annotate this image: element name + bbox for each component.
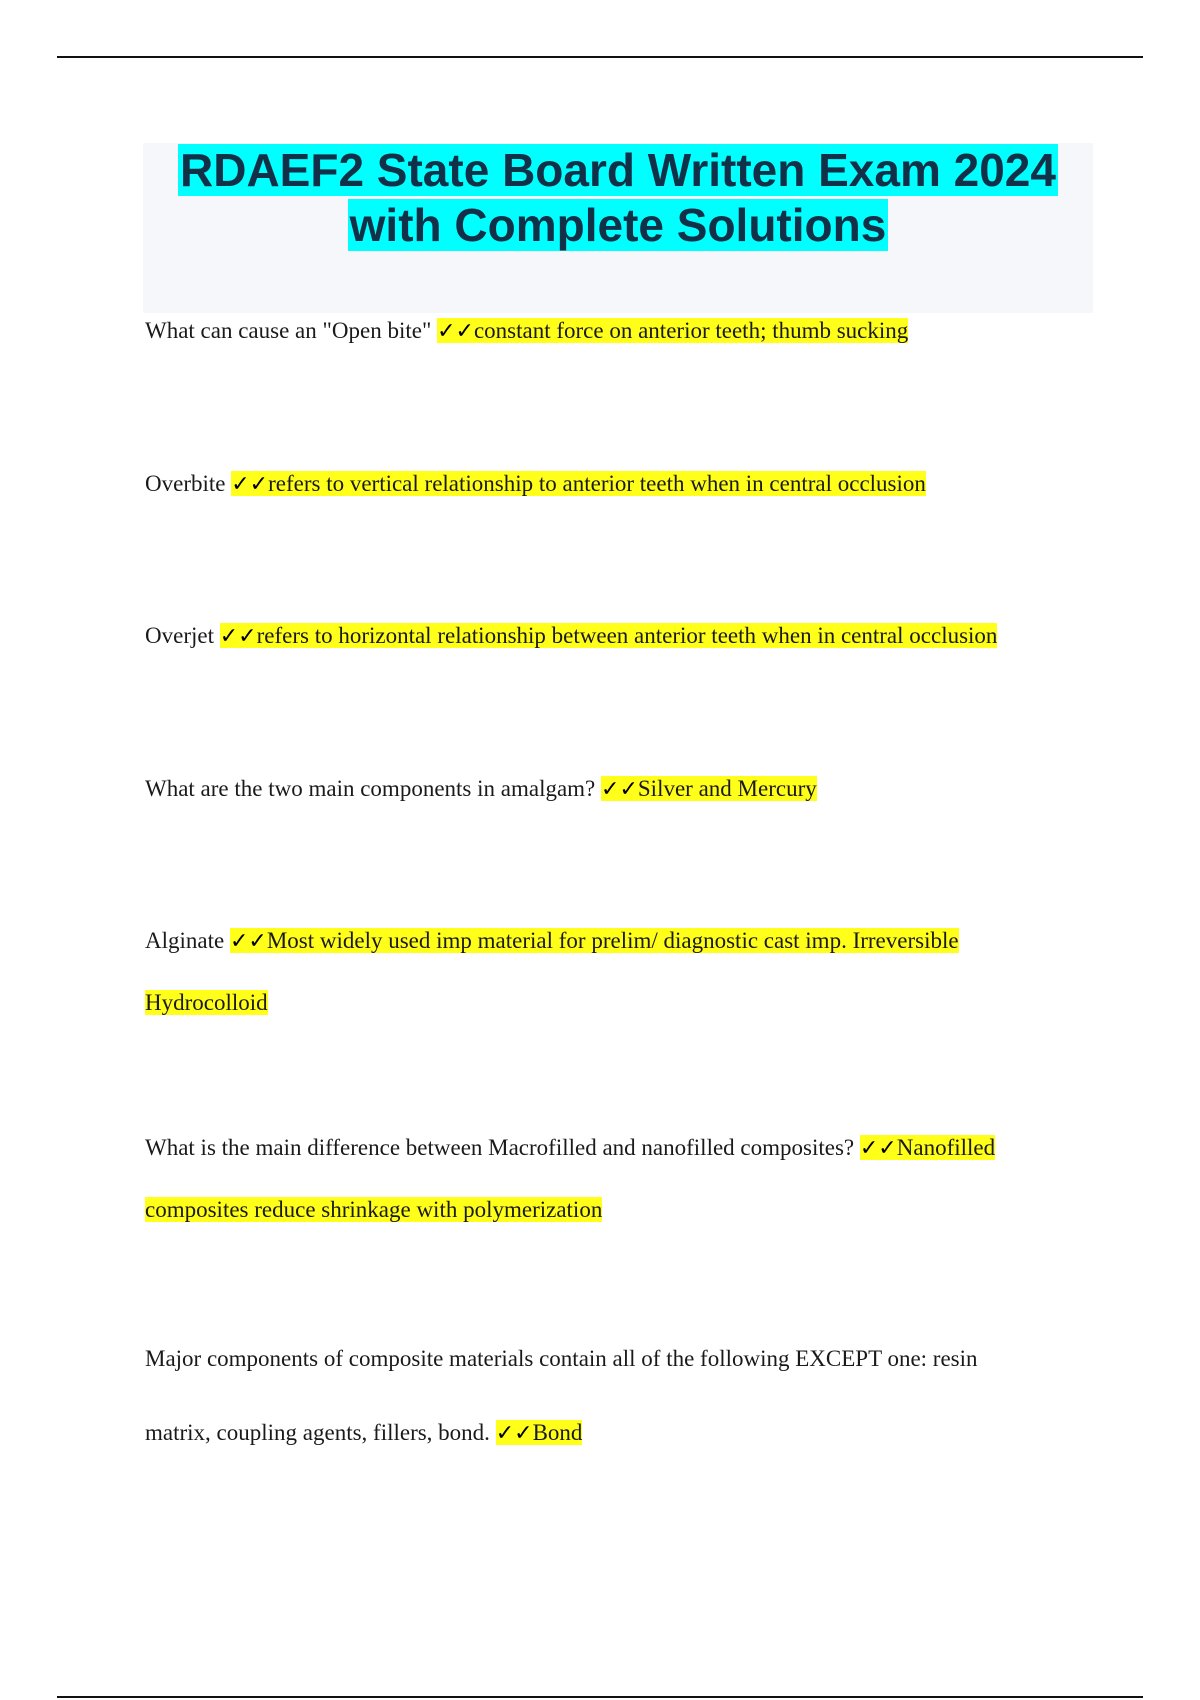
double-check-icon: ✓✓: [437, 319, 474, 344]
question-text: What can cause an "Open bite": [145, 318, 438, 343]
double-check-icon: ✓✓: [229, 929, 267, 954]
answer-text: constant force on anterior teeth; thumb sucking: [473, 318, 909, 343]
answer-highlight: [496, 1420, 583, 1445]
footer-rule: [57, 1696, 1143, 1698]
answer-text: Most widely used imp material for prelim/ diagnostic cast imp. Irreversible Hydrocolloid: [145, 928, 959, 1015]
qa-item-composites-difference: [145, 1117, 1065, 1240]
question-text: Major components of composite materials contain all of the following EXCEPT one: resin matrix, coupling agents, fillers, bond.: [145, 1346, 978, 1445]
double-check-icon: ✓✓: [601, 777, 638, 802]
document-title: [143, 143, 1093, 253]
qa-item-overjet: [145, 605, 1145, 667]
question-text: What are the two main components in amalgam?: [145, 776, 602, 801]
double-check-icon: ✓✓: [859, 1136, 897, 1161]
qa-item-alginate: [145, 910, 1025, 1033]
header-rule: [57, 56, 1143, 58]
answer-highlight: [437, 318, 908, 343]
question-text: Overbite: [145, 471, 232, 496]
double-check-icon: ✓✓: [495, 1421, 533, 1446]
question-text: Overjet: [145, 623, 220, 648]
answer-highlight: [145, 928, 959, 1015]
title-line-1: RDAEF2 State Board Written Exam 2024: [180, 144, 1056, 196]
title-block: [143, 143, 1093, 313]
question-text: Alginate: [145, 928, 230, 953]
answer-highlight: [220, 623, 998, 648]
answer-text: refers to horizontal relationship between anterior teeth when in central occlusion: [256, 623, 998, 648]
question-text: What is the main difference between Macrofilled and nanofilled composites?: [145, 1135, 860, 1160]
qa-item-overbite: [145, 453, 1145, 515]
double-check-icon: ✓✓: [219, 624, 257, 649]
answer-highlight: [601, 776, 817, 801]
double-check-icon: ✓✓: [231, 472, 269, 497]
answer-text: Nanofilled composites reduce shrinkage with polymerization: [145, 1135, 996, 1222]
qa-item-composite-components: [145, 1322, 1025, 1471]
answer-text: refers to vertical relationship to anterior teeth when in central occlusion: [268, 471, 926, 496]
qa-item-amalgam: [145, 758, 1145, 820]
qa-item-open-bite: [145, 300, 1145, 362]
title-line-2: with Complete Solutions: [349, 199, 887, 251]
answer-text: Bond: [532, 1420, 583, 1445]
answer-highlight: [231, 471, 926, 496]
answer-text: Silver and Mercury: [637, 776, 817, 801]
